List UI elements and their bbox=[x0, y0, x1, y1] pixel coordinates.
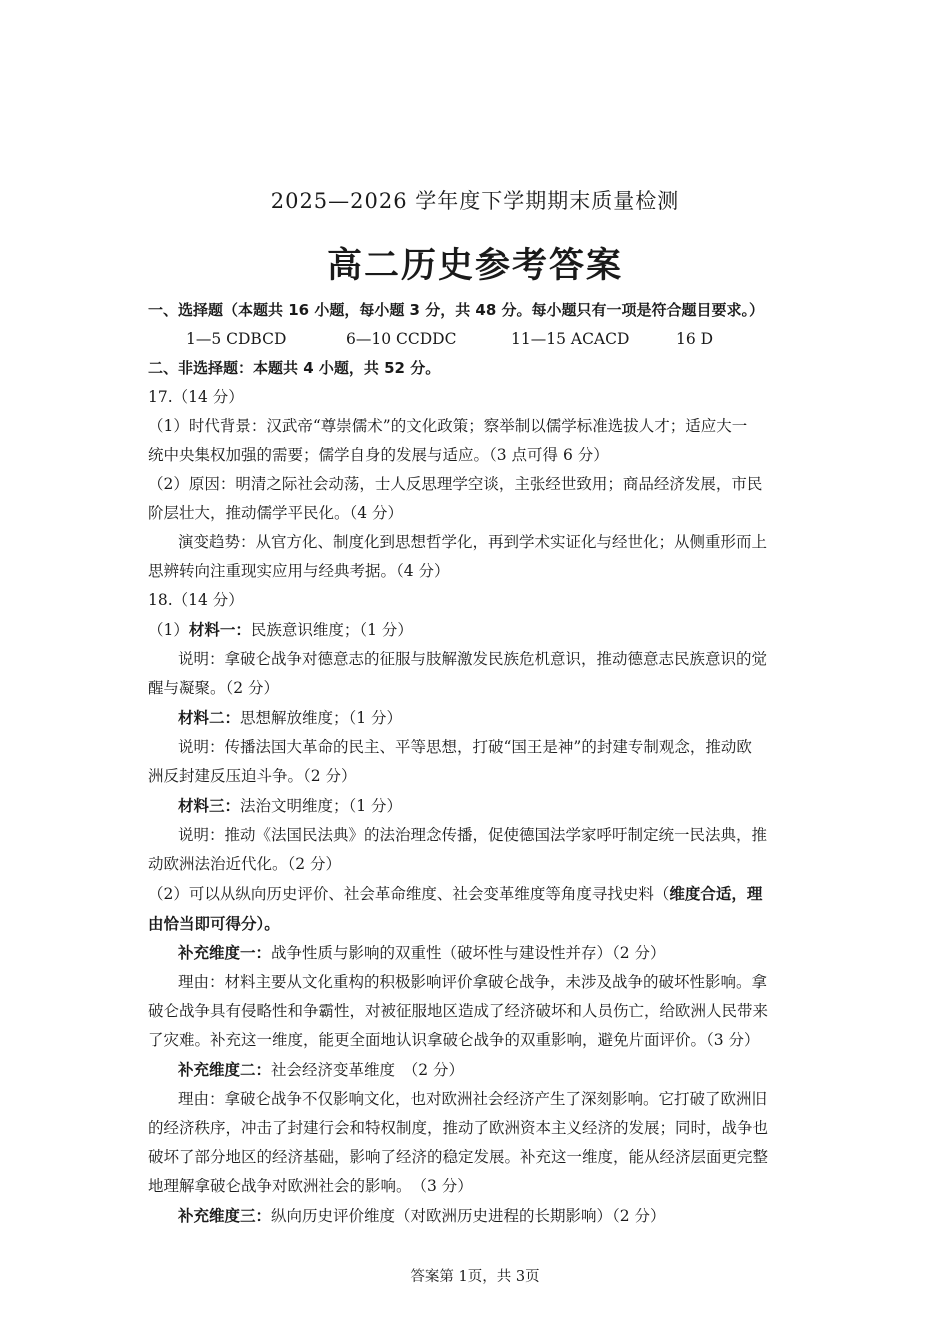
material3-dimension: 法治文明维度；（1 分） bbox=[240, 797, 403, 815]
material1-explanation-line2: 醒与凝聚。（2 分） bbox=[148, 679, 280, 697]
q18-part2-bold-note: 维度合适，理 bbox=[669, 884, 763, 903]
supplement2-reason-line3: 破坏了部分地区的经济基础，影响了经济的稳定发展。补充这一维度，能从经济层面更完整 bbox=[148, 1148, 769, 1166]
supplement1-reason-line2: 破仑战争具有侵略性和争霸性，对被征服地区造成了经济破坏和人员伤亡，给欧洲人民带来 bbox=[148, 1002, 769, 1020]
q18-part1-prefix: （1） bbox=[148, 621, 189, 639]
material3-explanation-line2: 动欧洲法治近代化。（2 分） bbox=[148, 855, 342, 873]
q17-trend-line2: 思辨转向注重现实应用与经典考据。（4 分） bbox=[148, 562, 450, 580]
q17-part2-line2: 阶层壮大，推动儒学平民化。（4 分） bbox=[148, 504, 404, 522]
supplement1-text: 战争性质与影响的双重性（破坏性与建设性并存）（2 分） bbox=[271, 944, 666, 962]
supplement2-text: 社会经济变革维度 （2 分） bbox=[271, 1061, 465, 1079]
supplement1-reason-line3: 了灾难。补充这一维度，能更全面地认识拿破仑战争的双重影响，避免片面评价。（3 分） bbox=[148, 1031, 760, 1049]
supplement3-heading bbox=[148, 1201, 808, 1231]
material3-label: 材料三： bbox=[178, 796, 241, 815]
choice-answers-16: 16 D bbox=[676, 330, 714, 348]
supplement1-heading bbox=[148, 938, 808, 968]
page-title: 高二历史参考答案 bbox=[326, 245, 623, 286]
q17-part1-line1: （1）时代背景：汉武帝“尊崇儒术”的文化政策；察举制以儒学标准选拔人才；适应大一 bbox=[148, 417, 748, 435]
q17-part1-line2: 统中央集权加强的需要；儒学自身的发展与适应。（3 点可得 6 分） bbox=[148, 446, 609, 464]
answer-content bbox=[148, 296, 808, 1231]
q17-trend-line1: 演变趋势：从官方化、制度化到思想哲学化，再到学术实证化与经世化；从侧重形而上 bbox=[178, 533, 768, 551]
material2-label: 材料二： bbox=[178, 708, 241, 727]
q18-material3 bbox=[148, 791, 808, 821]
q17-label: 17.（14 分） bbox=[148, 388, 244, 406]
supplement3-text: 纵向历史评价维度（对欧洲历史进程的长期影响）（2 分） bbox=[271, 1207, 666, 1225]
q18-part2-text: （2）可以从纵向历史评价、社会革命维度、社会变革维度等角度寻找史料（ bbox=[148, 885, 670, 903]
choice-answers-11-15: 11—15 ACACD bbox=[511, 330, 630, 348]
supplement2-reason-line2: 的经济秩序，冲击了封建行会和特权制度，推动了欧洲资本主义经济的发展；同时，战争也 bbox=[148, 1119, 769, 1137]
material3-explanation-line1: 说明：推动《法国民法典》的法治理念传播，促使德国法学家呼吁制定统一民法典，推 bbox=[178, 826, 768, 844]
supplement2-heading bbox=[148, 1055, 808, 1085]
choice-answers-1-5: 1—5 CDBCD bbox=[186, 330, 287, 348]
supplement2-reason-line4: 地理解拿破仑战争对欧洲社会的影响。 （3 分） bbox=[148, 1177, 473, 1195]
material2-explanation-line2: 洲反封建反压迫斗争。（2 分） bbox=[148, 767, 357, 785]
supplement2-reason-line1: 理由：拿破仑战争不仅影响文化，也对欧洲社会经济产生了深刻影响。它打破了欧洲旧 bbox=[178, 1090, 768, 1108]
material1-label: 材料一： bbox=[188, 620, 251, 639]
page-footer: 答案第 1页，共 3页 bbox=[410, 1269, 540, 1285]
material2-dimension: 思想解放维度；（1 分） bbox=[240, 709, 403, 727]
exam-subtitle: 2025—2026 学年度下学期期末质量检测 bbox=[270, 189, 680, 213]
section2-heading: 二、非选择题：本题共 4 小题，共 52 分。 bbox=[148, 359, 441, 377]
material1-explanation-line1: 说明：拿破仑战争对德意志的征服与肢解激发民族危机意识，推动德意志民族意识的觉 bbox=[178, 650, 768, 668]
choice-answers-6-10: 6—10 CCDDC bbox=[346, 330, 457, 348]
material1-dimension: 民族意识维度；（1 分） bbox=[250, 621, 413, 639]
q18-material2 bbox=[148, 703, 808, 733]
supplement1-label: 补充维度一： bbox=[178, 943, 272, 962]
q18-part2-line2: 由恰当即可得分）。 bbox=[148, 914, 280, 933]
supplement1-reason-line1: 理由：材料主要从文化重构的积极影响评价拿破仑战争，未涉及战争的破坏性影响。拿 bbox=[178, 973, 768, 991]
q18-material1 bbox=[148, 615, 808, 645]
q17-part2-line1: （2）原因：明清之际社会动荡，士人反思理学空谈，主张经世致用；商品经济发展，市民 bbox=[148, 475, 763, 493]
q18-part2-line1 bbox=[148, 879, 808, 909]
material2-explanation-line1: 说明：传播法国大革命的民主、平等思想，打破“国王是神”的封建专制观念，推动欧 bbox=[178, 738, 752, 756]
supplement3-label: 补充维度三： bbox=[178, 1206, 272, 1225]
choice-answers-row bbox=[148, 325, 808, 354]
q18-label: 18.（14 分） bbox=[148, 591, 244, 609]
section1-heading: 一、选择题（本题共 16 小题，每小题 3 分，共 48 分。每小题只有一项是符合题目要求。） bbox=[148, 301, 765, 319]
supplement2-label: 补充维度二： bbox=[178, 1060, 272, 1079]
